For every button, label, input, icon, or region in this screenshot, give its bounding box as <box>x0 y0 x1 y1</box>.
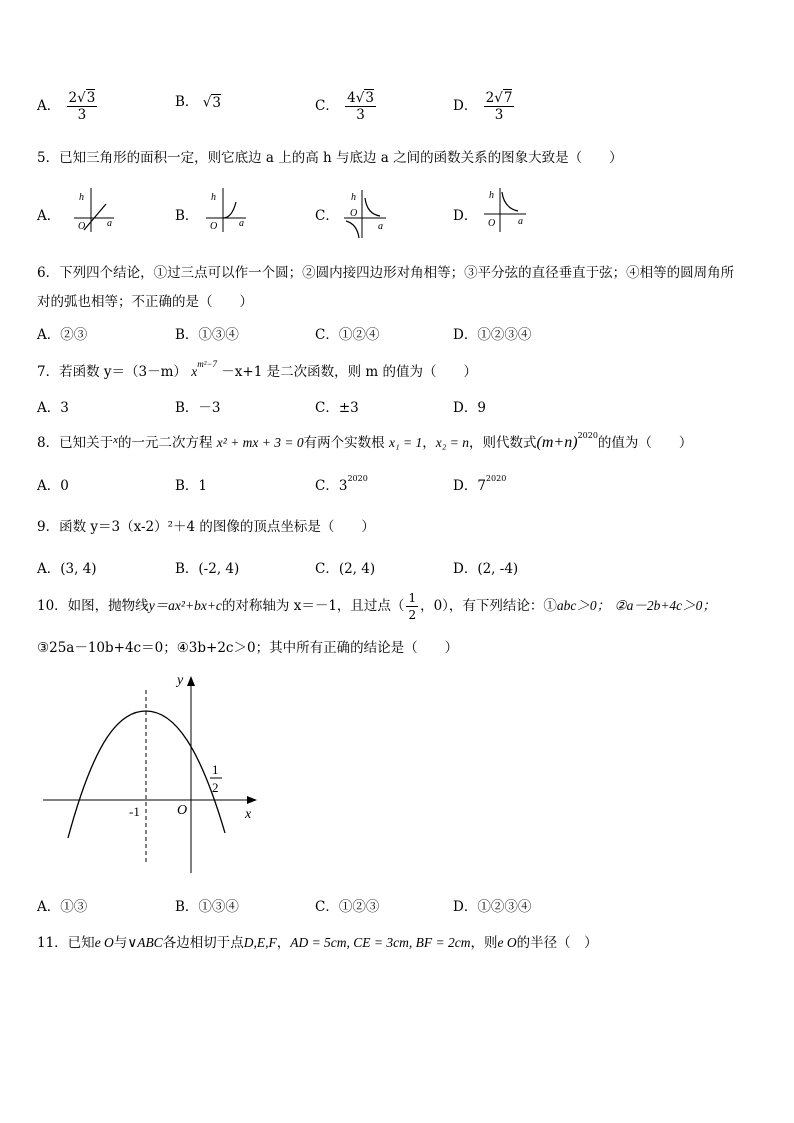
q7-option-a: A．3 <box>37 400 69 416</box>
q9-option-c: C．(2, 4) <box>315 561 376 577</box>
svg-text:x: x <box>245 807 252 822</box>
q4-option-b: B． √3 <box>175 94 221 111</box>
q6-option-b: B．①③④ <box>175 327 239 343</box>
q10-option-a: A．①③ <box>37 899 88 915</box>
q10-option-c: C．①②③ <box>315 899 380 915</box>
svg-text:h: h <box>489 190 494 201</box>
q5-graph-c <box>340 188 390 240</box>
q10-option-d: D．①②③④ <box>453 899 532 915</box>
q4-option-a: A． $\frac{2√3}{3}$ <box>37 90 96 123</box>
q11-stem: 11．已知e O与∨ABC各边相切于点D,E,F，AD = 5cm, CE = 3cm, BF = 2cm，则e O的半径（ ） <box>37 935 598 951</box>
q6-stem-line2: 对的弧也相等；不正确的是（ ） <box>37 294 253 310</box>
svg-text:a: a <box>378 221 383 232</box>
svg-text:a: a <box>107 218 112 229</box>
q8-option-b: B．1 <box>175 478 208 494</box>
q5-graph-a <box>70 186 120 236</box>
q4-option-c: C． $\frac{4√3}{3}$ <box>315 90 374 123</box>
svg-text:y: y <box>177 673 184 688</box>
svg-text:-1: -1 <box>129 804 140 819</box>
q8-stem: 8．已知关于$^x$的一元二次方程 x² + mx + 3 = 0有两个实数根 x₁ = 1，x₂ = n，则代数式$(m+n)^{2020}$的值为（ ） <box>37 430 693 451</box>
svg-text:O: O <box>488 218 496 229</box>
svg-text:h: h <box>211 192 216 203</box>
svg-text:2: 2 <box>212 780 219 795</box>
q8-option-c: C．$3^{2020}$ <box>315 473 368 494</box>
q4-option-d: D． $\frac{2√7}{3}$ <box>453 90 513 123</box>
q8-option-d: D．$7^{2020}$ <box>453 473 507 494</box>
q6-stem-line1: 6．下列四个结论，①过三点可以作一个圆；②圆内接四边形对角相等；③平分弦的直径垂直于弦；④相等的圆周角所 <box>37 265 735 281</box>
svg-text:h: h <box>351 192 356 203</box>
q5-graph-b <box>200 186 250 236</box>
svg-text:O: O <box>210 221 218 232</box>
q7-stem: 7．若函数 y＝（3－m） $x^{m^2-7} -x+1$ 是二次函数，则 m 的值为（ ） <box>37 358 477 380</box>
q7-option-b: B．－3 <box>175 400 221 416</box>
q7-option-c: C．±3 <box>315 400 359 416</box>
q6-option-a: A．②③ <box>37 327 88 343</box>
svg-text:a: a <box>239 218 244 229</box>
svg-text:a: a <box>518 216 523 227</box>
svg-text:O: O <box>78 221 86 232</box>
q5-label-b: B． <box>175 208 199 224</box>
q9-option-d: D．(2, -4) <box>453 561 519 577</box>
q9-stem: 9．函数 y＝3（x-2）²＋4 的图像的顶点坐标是（ ） <box>37 519 375 535</box>
svg-text:O: O <box>177 803 188 818</box>
q5-label-d: D． <box>453 208 478 224</box>
q5-stem: 5．已知三角形的面积一定，则它底边 a 上的高 h 与底边 a 之间的函数关系的图象大致是（ ） <box>37 150 623 166</box>
q7-option-d: D．9 <box>453 400 486 416</box>
q9-option-a: A．(3, 4) <box>37 561 97 577</box>
q10-parabola-graph <box>35 668 275 878</box>
svg-text:1: 1 <box>212 762 219 777</box>
svg-text:h: h <box>79 192 84 203</box>
q10-stem-line2: ③25a－10b+4c＝0；④3b+2c＞0；其中所有正确的结论是（ ） <box>37 640 459 656</box>
option-label: A． <box>37 98 61 114</box>
q5-label-c: C． <box>315 208 339 224</box>
q5-label-a: A． <box>37 208 61 224</box>
svg-text:O: O <box>350 208 358 219</box>
q5-graph-d <box>480 186 530 236</box>
q6-option-d: D．①②③④ <box>453 327 532 343</box>
q9-option-b: B．(-2, 4) <box>175 561 240 577</box>
q10-stem-line1: 10．如图，抛物线y＝ax²+bx+c的对称轴为 x＝－1，且过点（ $\frac{1}{2}$ ，0），有下列结论：①abc＞0； ②a－2b+4c＞0； <box>37 591 716 622</box>
q10-option-b: B．①③④ <box>175 899 239 915</box>
q6-option-c: C．①②④ <box>315 327 380 343</box>
q8-option-a: A．0 <box>37 478 69 494</box>
